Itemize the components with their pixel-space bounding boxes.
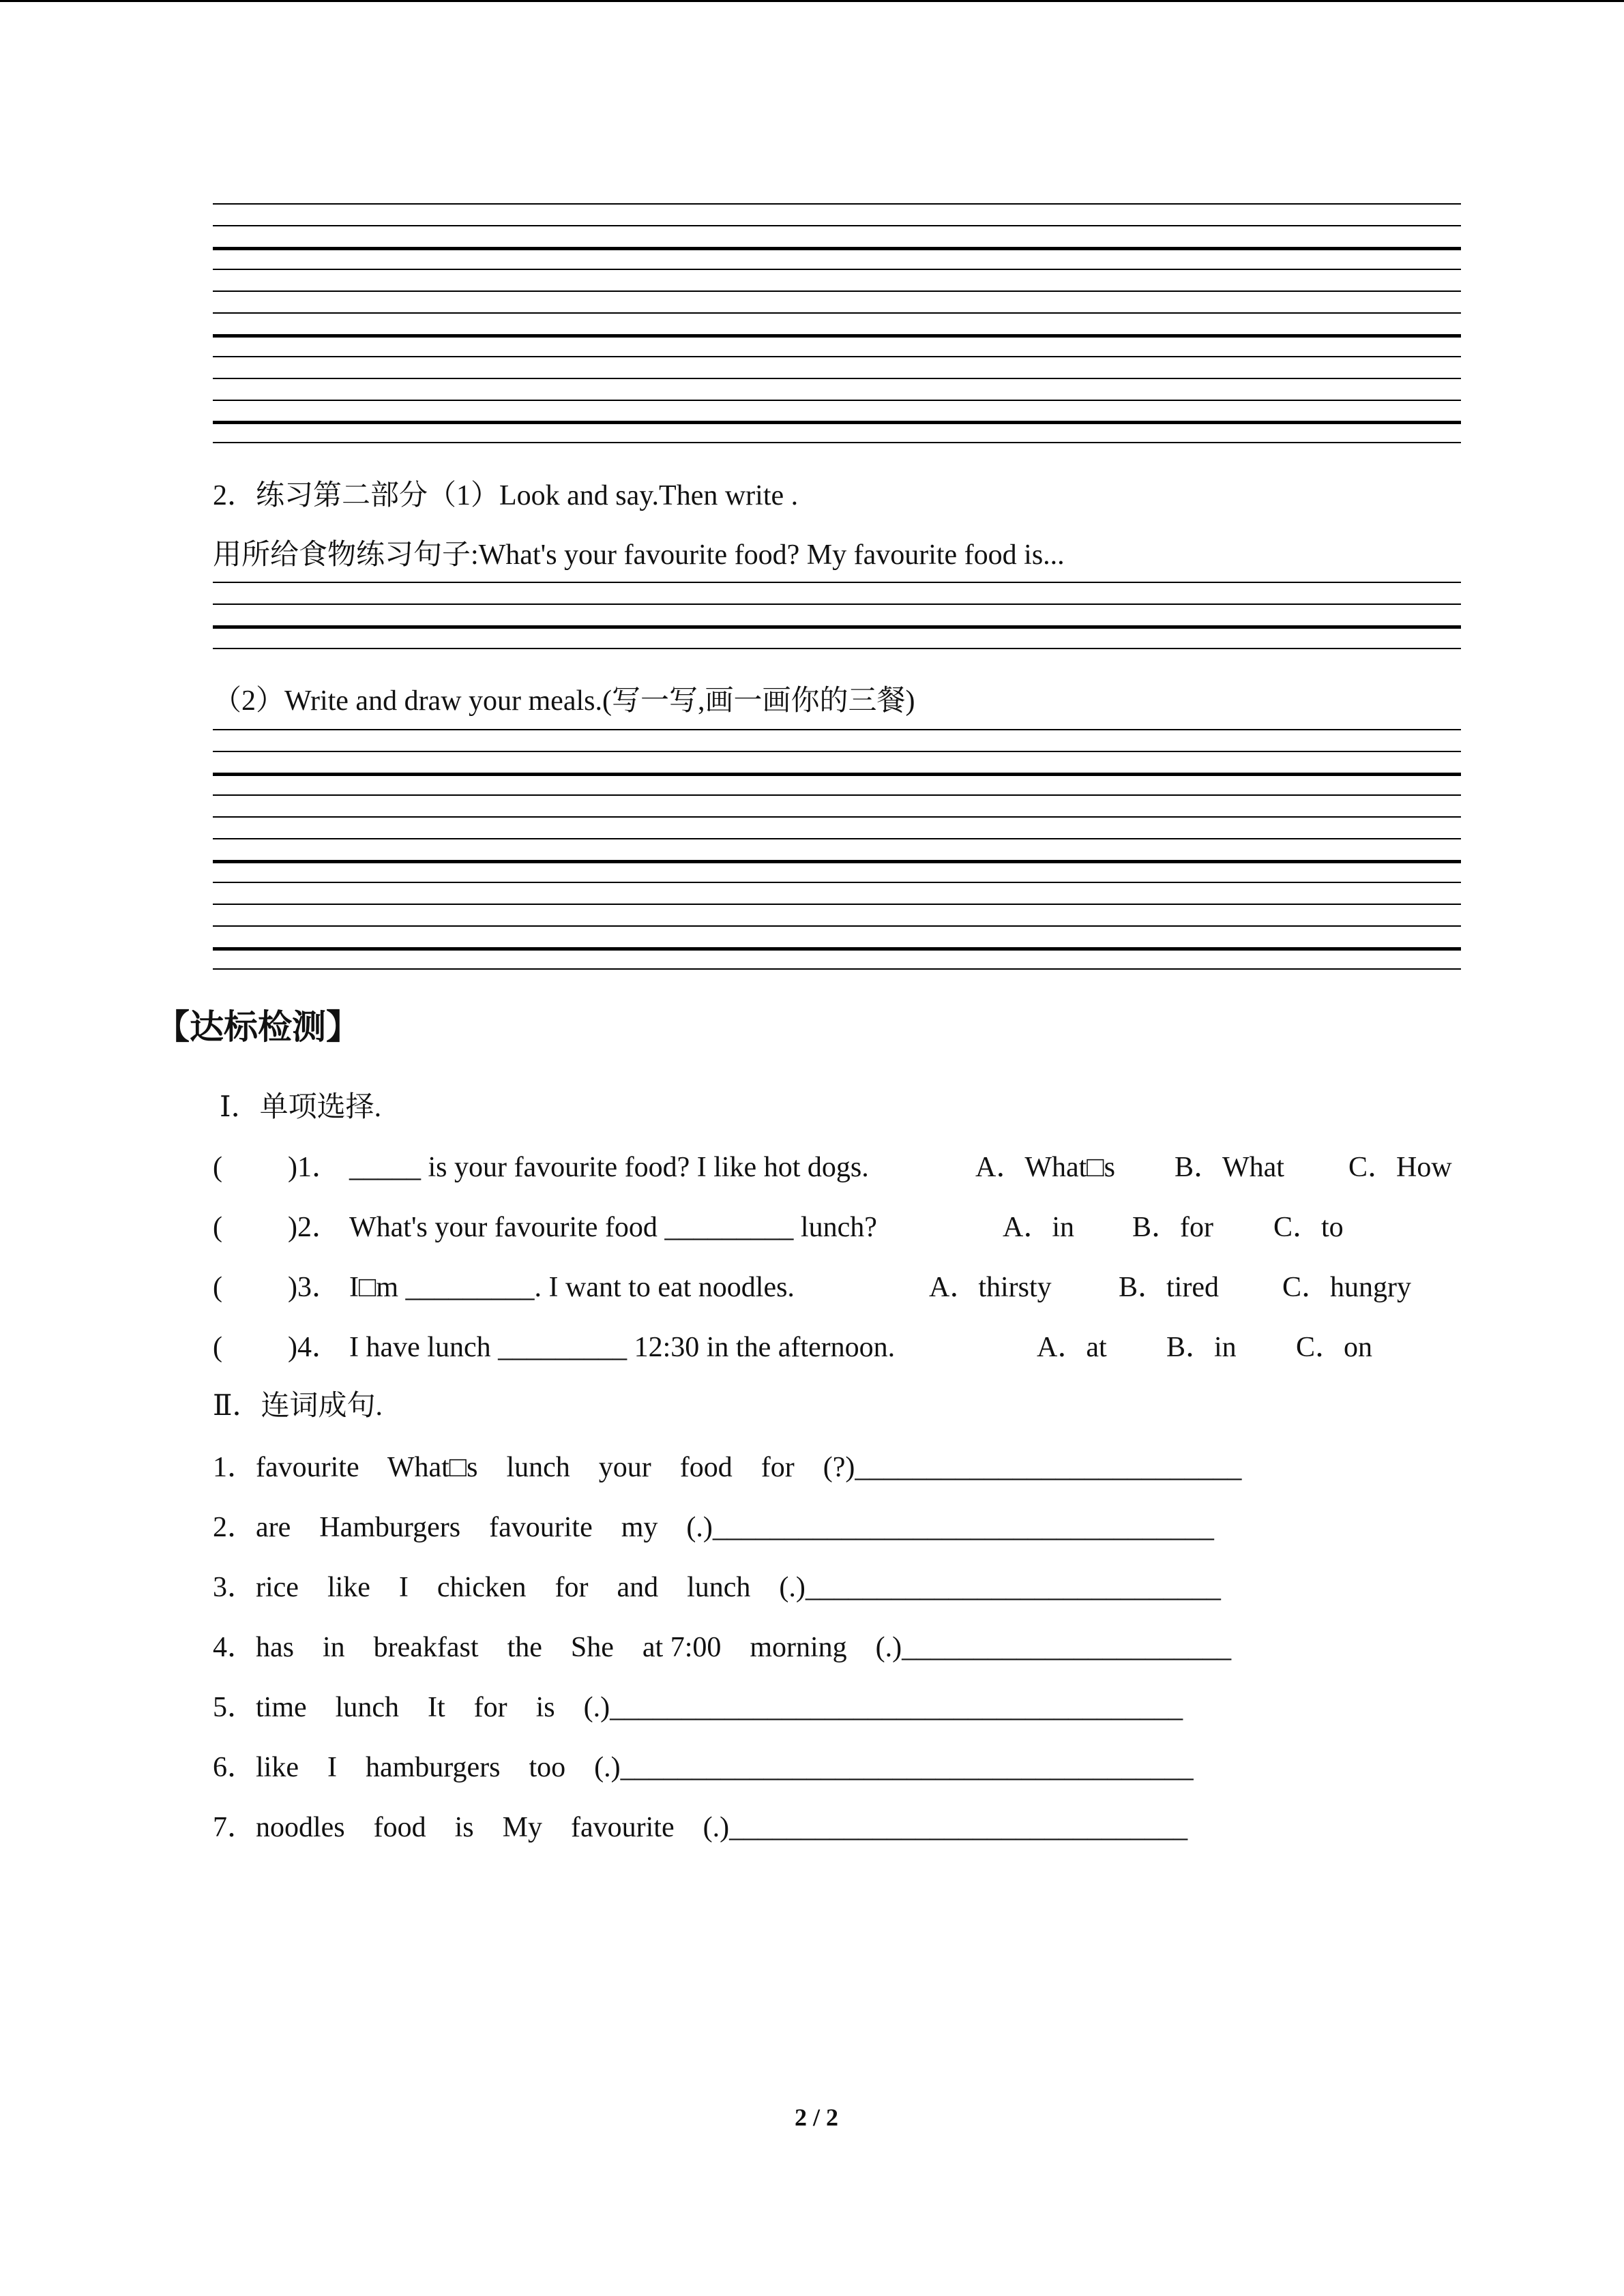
answer-paren: ( [213,1272,222,1303]
writing-line [213,648,1461,649]
writing-line [213,334,1461,338]
writing-line [213,603,1461,605]
option-a: A．at [1037,1332,1107,1363]
question-text: _____ is your favourite food? I like hot dogs. [349,1152,869,1183]
part2-title: Ⅱ．连词成句. [213,1390,383,1422]
question-number: )4． [288,1332,340,1363]
question-number: )3． [288,1272,340,1303]
writing-line [213,225,1461,226]
writing-line [213,729,1461,730]
writing-line [213,582,1461,583]
option-a: A．What□s [975,1152,1115,1183]
section2-heading: 2．练习第二部分（1）Look and say.Then write . [213,480,799,511]
sentence-item-7: 7．noodles food is My favourite (.)________________________________ [213,1812,1188,1843]
section2-part2-heading: （2）Write and draw your meals.(写一写,画一画你的三餐) [213,685,915,717]
question-text: I□m _________. I want to eat noodles. [349,1272,795,1303]
sentence-item-6: 6．like I hamburgers too (.)________________________________________ [213,1752,1194,1783]
writing-line [213,904,1461,905]
writing-line [213,247,1461,250]
answer-paren: ( [213,1212,222,1243]
option-c: C．to [1273,1212,1344,1243]
writing-line [213,860,1461,863]
writing-line [213,442,1461,443]
writing-line [213,882,1461,883]
test-title: 【达标检测】 [156,1007,360,1047]
answer-paren: ( [213,1152,222,1183]
section2-instruction: 用所给食物练习句子:What's your favourite food? My favourite food is... [213,539,1065,571]
answer-paren: ( [213,1332,222,1363]
sentence-item-5: 5．time lunch It for is (.)________________________________________ [213,1692,1183,1723]
sentence-item-2: 2．are Hamburgers favourite my (.)___________________________________ [213,1512,1214,1543]
option-b: B．What [1175,1152,1284,1183]
sentence-item-4: 4．has in breakfast the She at 7:00 morning (.)_______________________ [213,1632,1232,1663]
option-c: C．How [1348,1152,1452,1183]
option-b: B．in [1166,1332,1237,1363]
writing-line [213,838,1461,839]
page-top-border [0,0,1624,2]
writing-line [213,625,1461,629]
writing-line [213,378,1461,379]
question-number: )1． [288,1152,340,1183]
writing-line [213,925,1461,927]
writing-line [213,794,1461,796]
writing-line [213,203,1461,205]
part1-title: Ⅰ．单项选择. [220,1092,382,1123]
sentence-item-1: 1．favourite What□s lunch your food for (?)___________________________ [213,1452,1242,1483]
question-text: I have lunch _________ 12:30 in the afternoon. [349,1332,896,1363]
writing-line [213,751,1461,752]
writing-line [213,816,1461,818]
option-c: C．on [1296,1332,1373,1363]
writing-line [213,312,1461,314]
writing-line [213,421,1461,424]
writing-line [213,968,1461,970]
option-b: B．for [1132,1212,1213,1243]
option-b: B．tired [1119,1272,1219,1303]
sentence-item-3: 3．rice like I chicken for and lunch (.)_____________________________ [213,1572,1221,1603]
option-a: A．thirsty [929,1272,1052,1303]
option-a: A．in [1003,1212,1075,1243]
writing-line [213,290,1461,292]
writing-line [213,400,1461,401]
question-text: What's your favourite food _________ lunch? [349,1212,877,1243]
question-number: )2． [288,1212,340,1243]
writing-line [213,947,1461,951]
writing-line [213,356,1461,357]
page-number: 2 / 2 [795,2104,839,2131]
writing-line [213,773,1461,776]
writing-line [213,269,1461,270]
option-c: C．hungry [1282,1272,1412,1303]
